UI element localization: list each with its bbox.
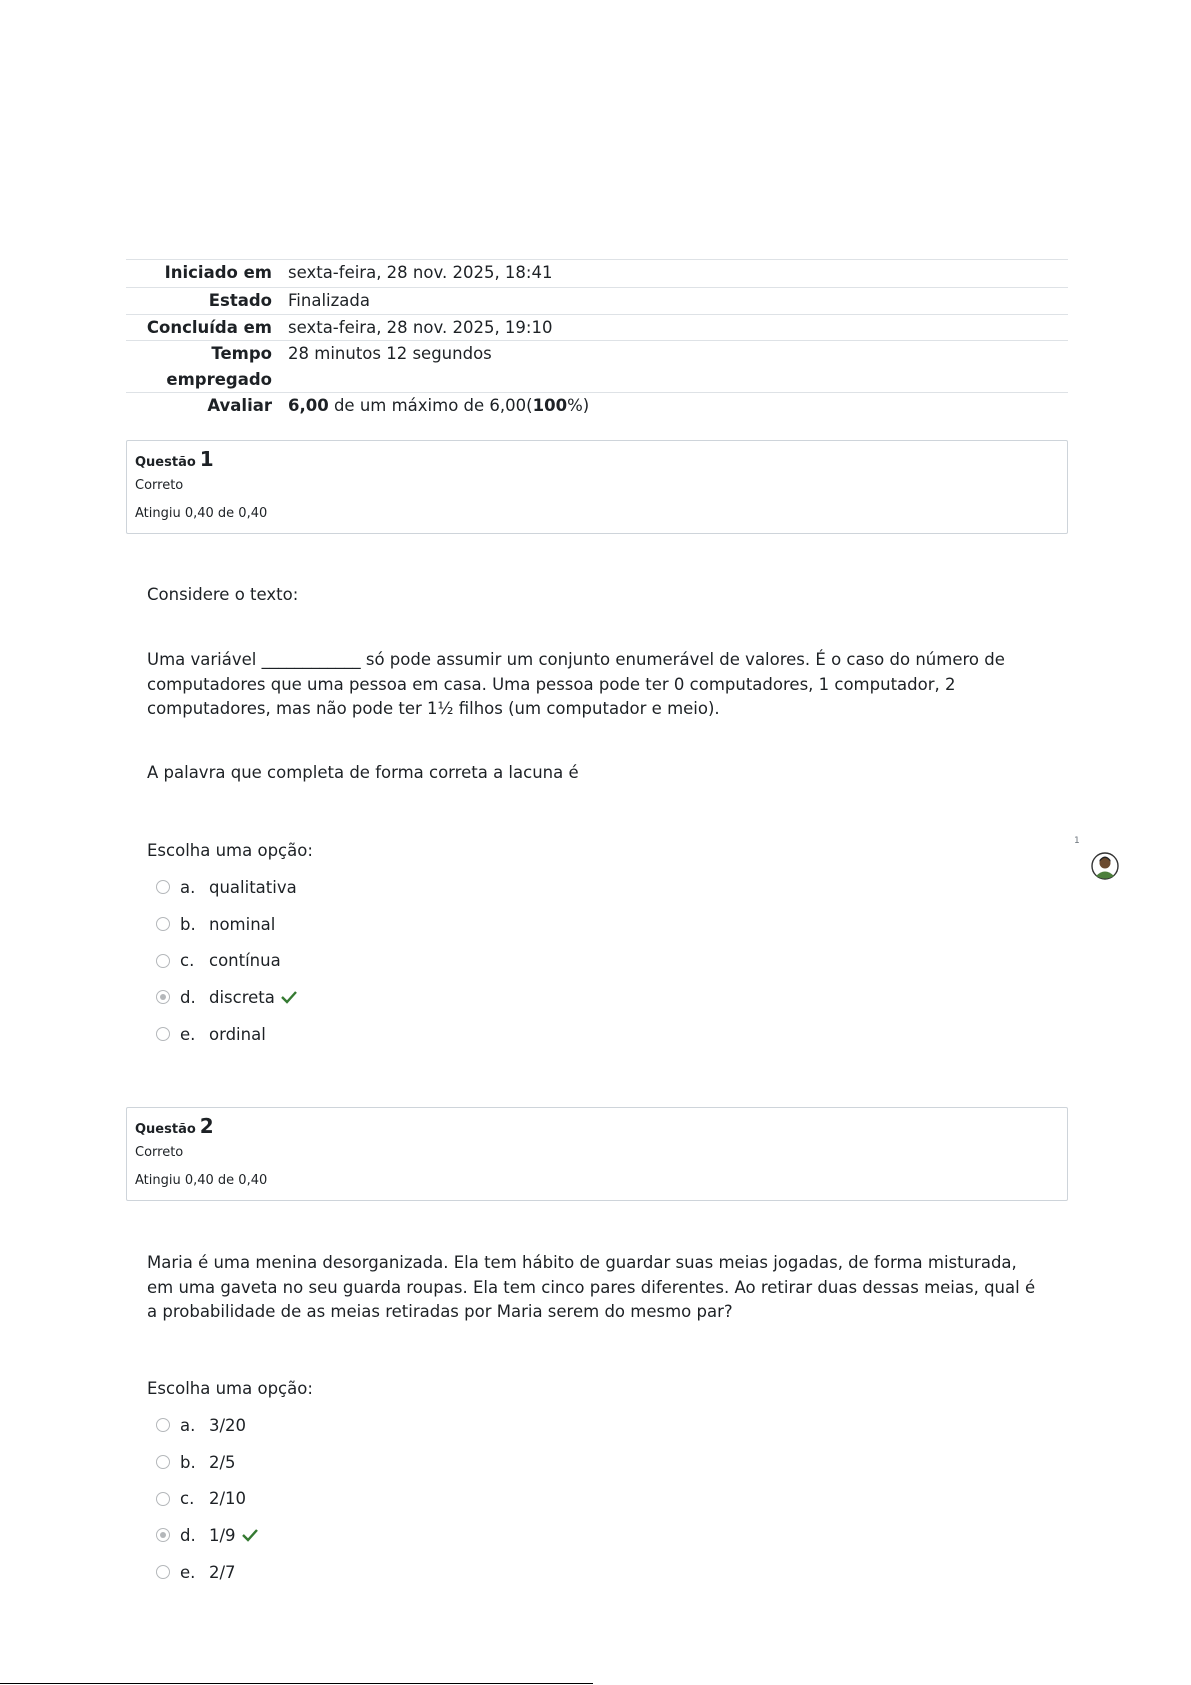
question-1-paragraph: Considere o texto: <box>147 585 299 604</box>
grade-score: 6,00 <box>288 396 329 415</box>
answer-option[interactable] <box>156 1016 298 1053</box>
radio-button[interactable] <box>156 917 170 931</box>
question-2-info <box>126 1107 1068 1201</box>
summary-row-time <box>126 340 1068 392</box>
time-value: 28 minutos 12 segundos <box>288 344 492 363</box>
question-label: Questão <box>135 455 196 470</box>
attempt-summary <box>126 259 1068 422</box>
question-number: 2 <box>199 1114 214 1138</box>
answer-option[interactable] <box>156 906 298 943</box>
radio-button[interactable] <box>156 1455 170 1469</box>
option-text: 2/10 <box>209 1489 247 1509</box>
radio-button-checked[interactable] <box>156 1528 170 1542</box>
answer-option[interactable] <box>156 1444 259 1481</box>
option-text: 2/7 <box>209 1562 236 1582</box>
question-2-paragraph: Maria é uma menina desorganizada. Ela tem hábito de guardar suas meias jogadas, de forma misturada, em uma gaveta no seu guarda roupas. Ela tem cinco pares diferentes. Ao retirar duas dessas meias, qual é a probabilidade de as meias retiradas por Maria serem do mesmo par? <box>147 1253 1036 1321</box>
summary-row-state <box>126 287 1068 314</box>
option-letter: a. <box>180 1415 196 1435</box>
time-label-line1: Tempo <box>211 344 272 363</box>
completed-label: Concluída em <box>146 318 272 337</box>
time-label <box>126 341 280 392</box>
option-letter: e. <box>180 1024 196 1044</box>
option-text: qualitativa <box>209 877 297 897</box>
radio-button[interactable] <box>156 1565 170 1579</box>
grade-label: Avaliar <box>207 396 272 415</box>
state-label: Estado <box>208 291 272 310</box>
question-1-text <box>147 583 1047 608</box>
grade-percent: 100 <box>532 396 568 415</box>
radio-button-checked[interactable] <box>156 990 170 1004</box>
question-1-grade: Atingiu 0,40 de 0,40 <box>135 506 268 521</box>
question-label: Questão <box>135 1122 196 1137</box>
option-letter: d. <box>180 987 196 1007</box>
radio-button[interactable] <box>156 1027 170 1041</box>
question-2-state: Correto <box>135 1145 184 1160</box>
option-letter: b. <box>180 1452 196 1472</box>
summary-row-completed <box>126 314 1068 340</box>
radio-button[interactable] <box>156 880 170 894</box>
question-1-answers <box>156 869 298 1052</box>
option-text: nominal <box>209 914 276 934</box>
avatar-badge: 1 <box>1074 836 1080 846</box>
question-2-number <box>135 1114 1059 1140</box>
answer-option-selected[interactable] <box>156 1517 259 1554</box>
question-2-grade: Atingiu 0,40 de 0,40 <box>135 1173 268 1188</box>
answer-option[interactable] <box>156 1480 259 1517</box>
option-text: discreta <box>209 987 275 1007</box>
option-text: contínua <box>209 951 281 971</box>
question-1-text-ask <box>147 761 1047 786</box>
option-letter: c. <box>180 951 195 971</box>
question-1-number <box>135 447 1059 473</box>
option-text: 2/5 <box>209 1452 236 1472</box>
option-text: ordinal <box>209 1024 266 1044</box>
answer-option-selected[interactable] <box>156 979 298 1016</box>
grade-suffix: %) <box>567 396 590 415</box>
started-value: sexta-feira, 28 nov. 2025, 18:41 <box>288 263 553 282</box>
question-1-info <box>126 440 1068 534</box>
page-footer-line <box>0 1683 593 1684</box>
question-1-state: Correto <box>135 478 184 493</box>
question-2-answers <box>156 1407 259 1590</box>
started-label: Iniciado em <box>164 263 272 282</box>
answer-option[interactable] <box>156 1407 259 1444</box>
check-icon <box>280 990 298 1004</box>
option-text: 3/20 <box>209 1415 247 1435</box>
radio-button[interactable] <box>156 1418 170 1432</box>
answer-option[interactable] <box>156 942 298 979</box>
time-label-line2: empregado <box>166 370 272 389</box>
grade-text: de um máximo de 6,00( <box>328 396 533 415</box>
check-icon <box>241 1528 259 1542</box>
radio-button[interactable] <box>156 1492 170 1506</box>
question-1-paragraph: A palavra que completa de forma correta a lacuna é <box>147 763 579 782</box>
radio-button[interactable] <box>156 954 170 968</box>
question-1-prompt: Escolha uma opção: <box>147 841 313 860</box>
answer-option[interactable] <box>156 1554 259 1591</box>
avatar-icon[interactable] <box>1091 852 1119 880</box>
question-number: 1 <box>199 447 214 471</box>
completed-value: sexta-feira, 28 nov. 2025, 19:10 <box>288 318 553 337</box>
question-1-text-body <box>147 648 1047 722</box>
option-letter: d. <box>180 1525 196 1545</box>
answer-option[interactable] <box>156 869 298 906</box>
state-value: Finalizada <box>288 291 370 310</box>
option-letter: a. <box>180 877 196 897</box>
option-text: 1/9 <box>209 1525 236 1545</box>
option-letter: b. <box>180 914 196 934</box>
question-2-text <box>147 1251 1047 1325</box>
summary-row-grade <box>126 392 1068 422</box>
option-letter: c. <box>180 1489 195 1509</box>
summary-row-started <box>126 259 1068 287</box>
question-1-paragraph: Uma variável ____________ só pode assumir um conjunto enumerável de valores. É o caso do número de computadores que uma pessoa em casa. Uma pessoa pode ter 0 computadores, 1 computador, 2 computadores, mas não pode ter 1½ filhos (um computador e meio). <box>147 650 1005 718</box>
option-letter: e. <box>180 1562 196 1582</box>
question-2-prompt: Escolha uma opção: <box>147 1379 313 1398</box>
grade-value <box>280 393 589 422</box>
